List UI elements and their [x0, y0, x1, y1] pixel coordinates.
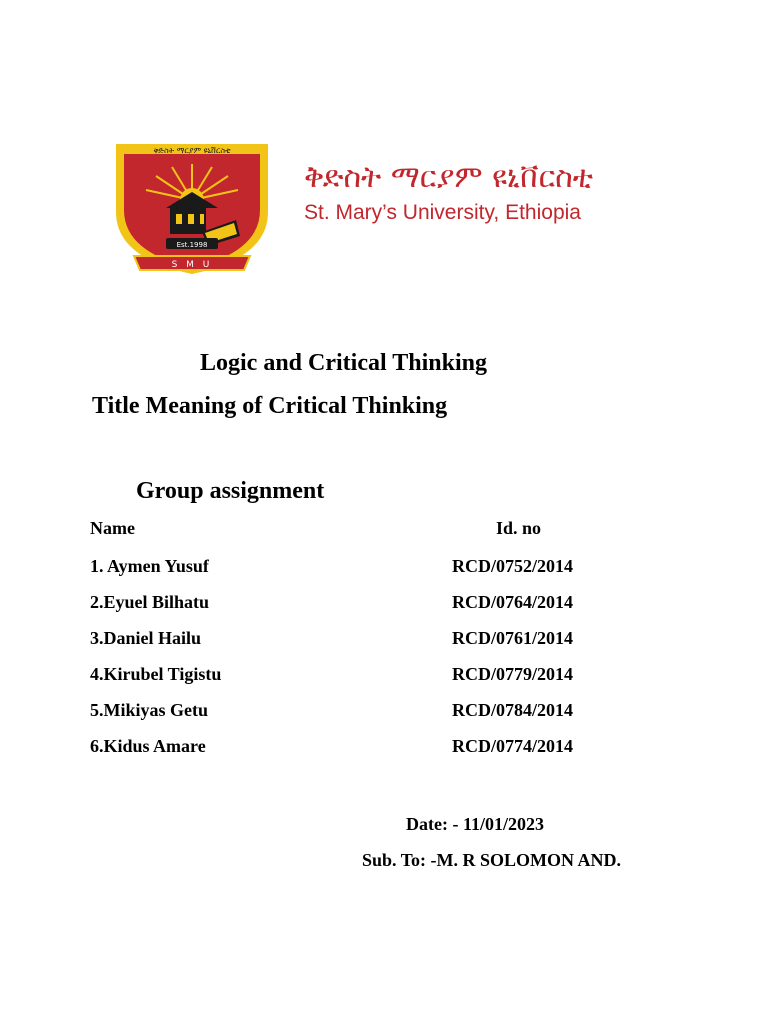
member-name: 2.Eyuel Bilhatu	[90, 592, 210, 612]
column-header-id: Id. no	[496, 518, 542, 538]
logo-ribbon-text: S M U	[171, 260, 213, 270]
member-name: 4.Kirubel Tigistu	[90, 664, 222, 684]
logo-est-text: Est.1998	[176, 241, 208, 249]
assignment-title: Title Meaning of Critical Thinking	[92, 393, 448, 419]
table-row	[90, 736, 610, 772]
member-id: RCD/0752/2014	[452, 556, 573, 576]
member-name: 1. Aymen Yusuf	[90, 556, 209, 576]
table-row	[90, 700, 610, 736]
member-name: 6.Kidus Amare	[90, 736, 206, 756]
member-name: 5.Mikiyas Getu	[90, 700, 209, 720]
member-name: 3.Daniel Hailu	[90, 628, 202, 648]
table-row	[90, 556, 610, 592]
member-id: RCD/0779/2014	[452, 664, 573, 684]
logo-top-text: ቅድስት ማርያም ዩኒቨርስቲ	[153, 146, 231, 155]
group-heading: Group assignment	[136, 478, 325, 504]
university-name-amharic: ቅድስት ማርያም ዩኒቨርስቲ	[304, 160, 594, 195]
member-id: RCD/0774/2014	[452, 736, 573, 756]
course-title: Logic and Critical Thinking	[200, 350, 487, 376]
university-header	[112, 140, 702, 275]
table-row	[90, 592, 610, 628]
table-row	[90, 628, 610, 664]
university-seal-icon	[112, 140, 272, 275]
member-id: RCD/0764/2014	[452, 592, 573, 612]
university-name-english: St. Mary’s University, Ethiopia	[304, 201, 581, 224]
university-logo	[112, 140, 272, 275]
member-id: RCD/0761/2014	[452, 628, 573, 648]
table-row	[90, 664, 610, 700]
submitted-to: Sub. To: -M. R SOLOMON AND.	[362, 850, 622, 870]
member-id: RCD/0784/2014	[452, 700, 573, 720]
member-table-header	[90, 518, 610, 556]
column-header-name: Name	[90, 518, 135, 538]
member-table	[90, 518, 610, 772]
submission-date: Date: - 11/01/2023	[406, 814, 544, 834]
